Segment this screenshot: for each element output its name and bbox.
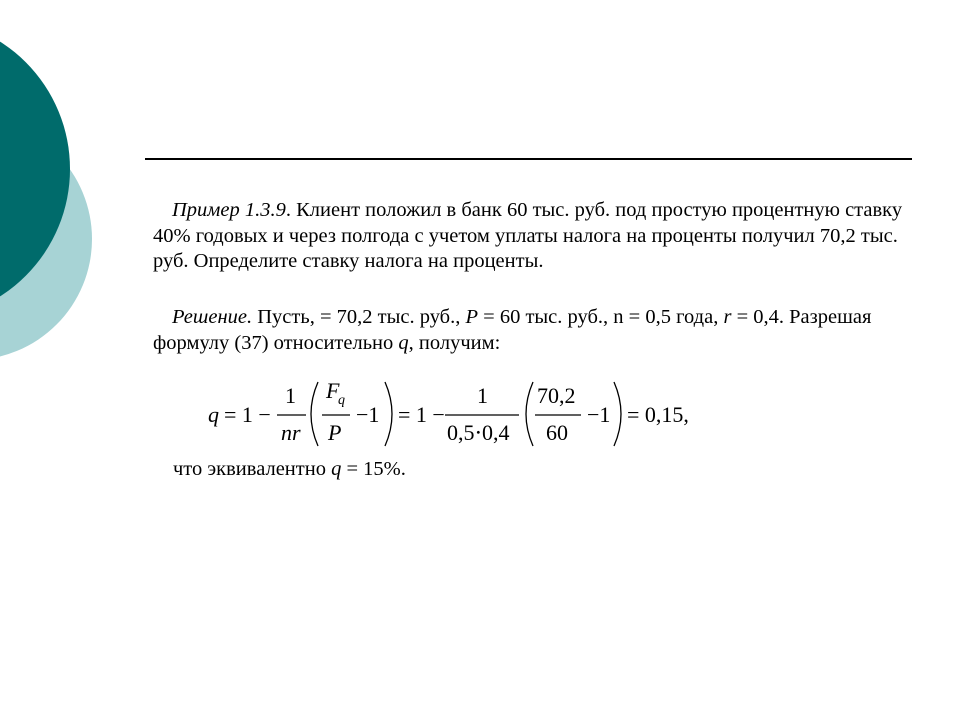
formula-one-a: 1: [285, 383, 296, 408]
formula-minus1-b: −1: [587, 402, 611, 427]
example-text: Клиент положил в банк 60 тыс. руб. под простую процентную ставку 40% годовых и через полгода с учетом уплаты налога на проценты получил 70,2 тыс. руб. Определите ставку налога на проценты.: [153, 199, 903, 272]
formula-den-b: 0,5⋅0,4: [447, 420, 510, 445]
formula-q: q: [208, 402, 219, 427]
horizontal-rule: [145, 158, 912, 160]
formula-one-b: 1: [477, 383, 488, 408]
formula-sub-q: q: [338, 393, 345, 408]
formula: [0, 374, 960, 454]
formula-P: P: [328, 420, 342, 445]
formula-nr: nr: [281, 420, 301, 445]
formula-minus1-a: −1: [356, 402, 380, 427]
formula-den-c: 60: [546, 420, 568, 445]
paren-left: [311, 382, 318, 446]
formula-eq2: = 1 −: [398, 402, 445, 427]
conclusion-paragraph: что эквивалентно q = 15%.: [173, 458, 406, 480]
example-paragraph: Пример 1.3.9. Клиент положил в банк 60 тыс. руб. под простую процентную ставку 40% годовых и через полгода с учетом уплаты налога на проценты получил 70,2 тыс. руб. Определите ставку налога на проценты.: [153, 199, 903, 272]
formula-num-c: 70,2: [537, 383, 576, 408]
paren-right: [614, 382, 621, 446]
formula-eq1: = 1 −: [224, 402, 271, 427]
paren-right: [385, 382, 392, 446]
formula-F: F: [326, 378, 340, 403]
solution-label: Решение.: [172, 306, 253, 328]
solution-paragraph: Решение. Пусть, = 70,2 тыс. руб., P = 60 тыс. руб., n = 0,5 года, r = 0,4. Разрешая формулу (37) относительно q, получим:: [153, 306, 872, 354]
example-label: Пример 1.3.9: [172, 199, 286, 221]
formula-result: = 0,15,: [627, 402, 689, 427]
paren-left: [526, 382, 533, 446]
